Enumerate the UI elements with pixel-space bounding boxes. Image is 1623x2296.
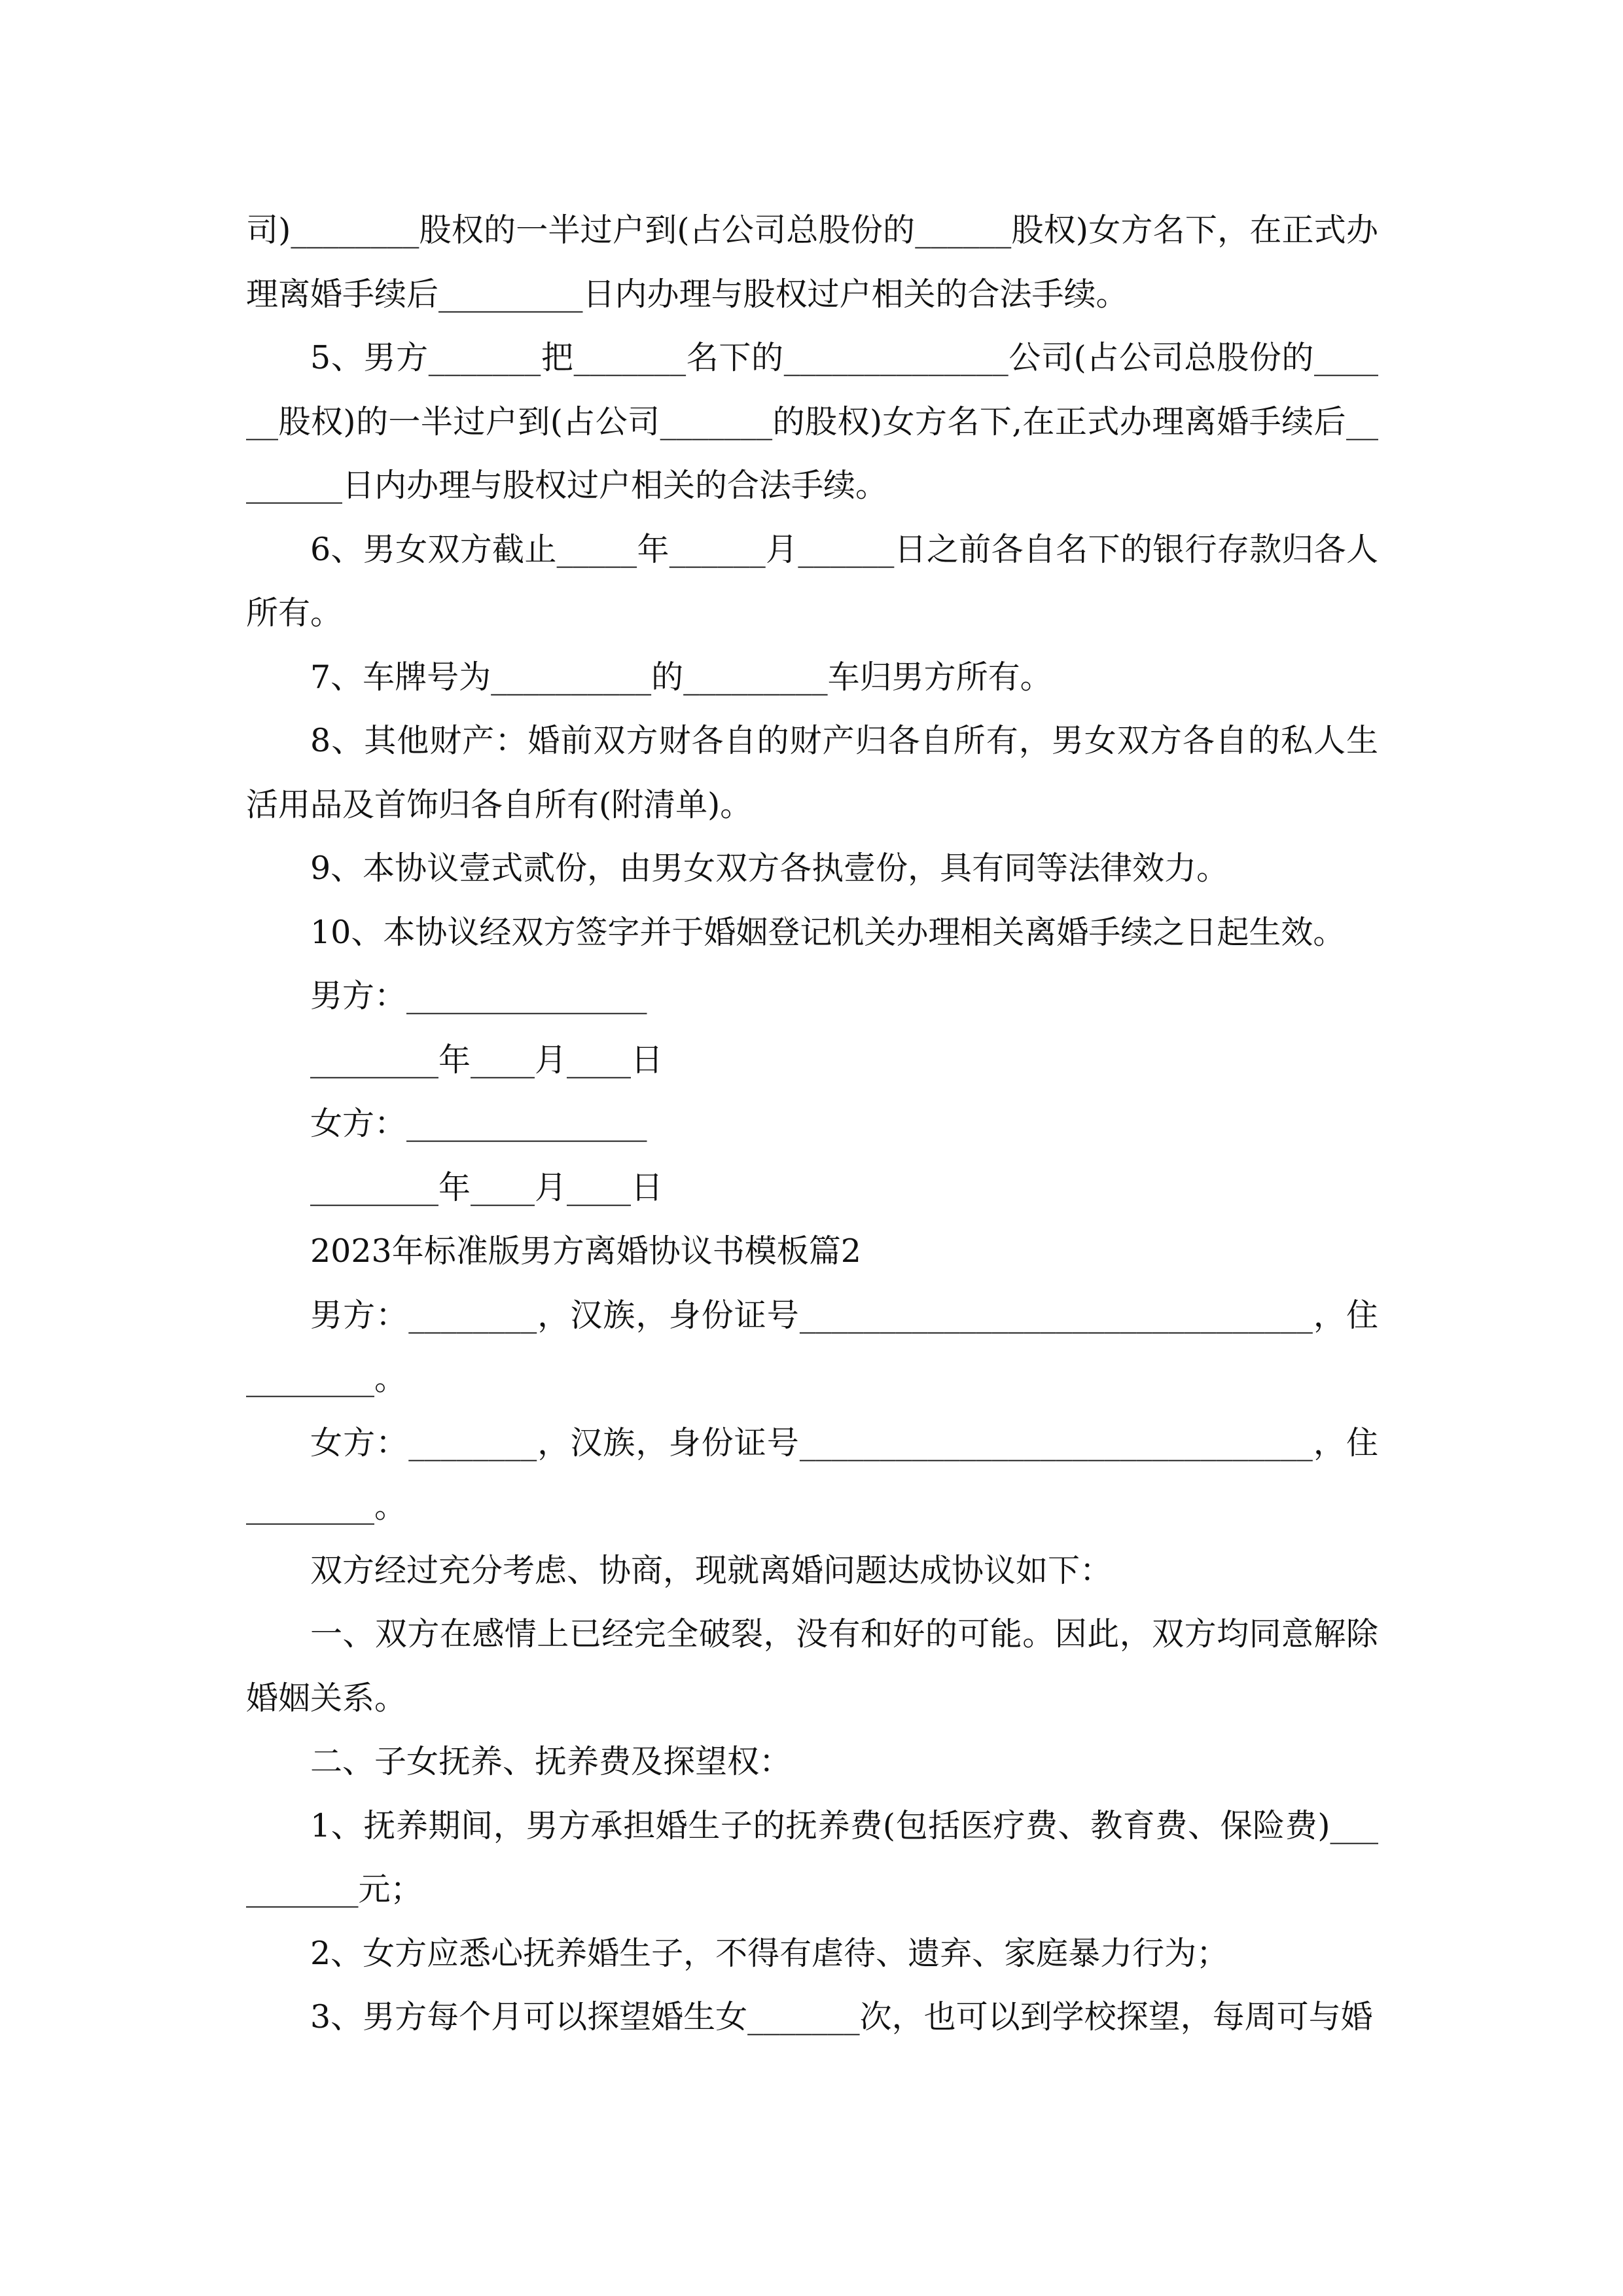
paragraph: 女方：_______________: [310, 1105, 647, 1142]
document-body: [246, 198, 1378, 2049]
paragraph: 男方：________，汉族，身份证号________________________________，住________。: [246, 1296, 1378, 1397]
paragraph: 2023年标准版男方离婚协议书模板篇2: [310, 1232, 861, 1270]
paragraph: ________年____月____日: [310, 1041, 664, 1079]
paragraph: 6、男女双方截止_____年______月______日之前各自名下的银行存款归各人所有。: [246, 530, 1378, 632]
paragraph: 二、子女抚养、抚养费及探望权：: [310, 1743, 792, 1780]
paragraph: 司)________股权的一半过户到(占公司总股份的______股权)女方名下，在正式办理离婚手续后_________日内办理与股权过户相关的合法手续。: [246, 211, 1378, 313]
paragraph: 5、男方_______把_______名下的______________公司(占公司总股份的______股权)的一半过户到(占公司_______的股权)女方名下,在正式办理离婚手续后________日内办理与股权过户相关的合法手续。: [246, 339, 1378, 504]
paragraph: 双方经过充分考虑、协商，现就离婚问题达成协议如下：: [310, 1551, 1113, 1589]
paragraph: 2、女方应悉心抚养婚生子，不得有虐待、遗弃、家庭暴力行为；: [310, 1934, 1229, 1972]
paragraph: 9、本协议壹式贰份，由男女双方各执壹份，具有同等法律效力。: [310, 850, 1229, 887]
paragraph: 女方：________，汉族，身份证号________________________________，住________。: [246, 1424, 1378, 1525]
paragraph: 8、其他财产：婚前双方财各自的财产归各自所有，男女双方各自的私人生活用品及首饰归各自所有(附清单)。: [246, 722, 1378, 823]
paragraph: 男方：_______________: [310, 977, 647, 1014]
paragraph: 1、抚养期间，男方承担婚生子的抚养费(包括医疗费、教育费、保险费)__________元；: [246, 1806, 1378, 1908]
paragraph: 7、车牌号为__________的_________车归男方所有。: [310, 658, 1052, 696]
paragraph: 3、男方每个月可以探望婚生女_______次，也可以到学校探望，每周可与婚: [310, 1998, 1373, 2036]
paragraph: 10、本协议经双方签字并于婚姻登记机关办理相关离婚手续之日起生效。: [310, 913, 1346, 951]
paragraph: 一、双方在感情上已经完全破裂，没有和好的可能。因此，双方均同意解除婚姻关系。: [246, 1615, 1378, 1717]
paragraph: ________年____月____日: [310, 1168, 664, 1206]
